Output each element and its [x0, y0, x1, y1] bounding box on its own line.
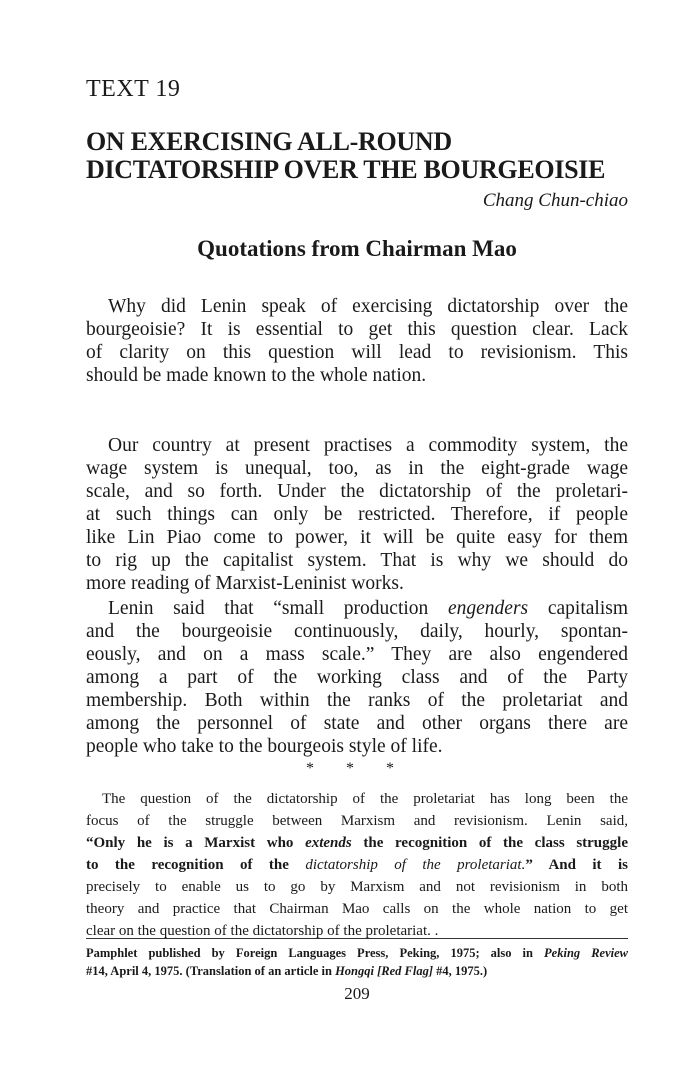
- source-text: #4, 1975.): [433, 964, 488, 978]
- quotation-paragraph-1: [86, 295, 628, 387]
- source-text: #14, April 4, 1975. (Translation of an article in: [86, 964, 336, 978]
- title-line-2: DICTATORSHIP OVER THE BOURGEOISIE: [86, 155, 606, 184]
- paragraph-line: of clarity on this question will lead to revisionism. This: [86, 342, 628, 363]
- paragraph-line: among a part of the working class and of the Party: [86, 667, 628, 688]
- quotation-paragraph-2: [86, 434, 628, 595]
- page-number: 209: [344, 984, 370, 1003]
- paragraph-line: eously, and on a mass scale.” They are also engendered: [86, 644, 628, 665]
- source-line: [86, 944, 628, 962]
- paragraph-line: among the personnel of state and other organs there are: [86, 713, 628, 734]
- document-page: [86, 0, 628, 1084]
- source-text: Pamphlet published by Foreign Languages Press, Peking, 1975; also in: [86, 946, 545, 960]
- paragraph-line: Lenin said that “small production engenders capitalism: [108, 598, 628, 619]
- paragraph-line: more reading of Marxist-Leninist works.: [86, 573, 404, 594]
- source-note: [86, 944, 628, 980]
- paragraph-line: to rig up the capitalist system. That is why we should do: [86, 550, 628, 571]
- quotation-paragraph-3: [86, 597, 628, 758]
- note-line-bold-part: ” And it is: [525, 857, 628, 873]
- note-line: The question of the dictatorship of the proletariat has long been the: [102, 791, 628, 807]
- paragraph-line: Why did Lenin speak of exercising dictatorship over the: [108, 296, 628, 317]
- note-line: precisely to enable us to go by Marxism and not revisionism in both: [86, 879, 628, 895]
- title-line-1: ON EXERCISING ALL-ROUND: [86, 127, 452, 156]
- paragraph-line: scale, and so forth. Under the dictatorship of the proletari-: [86, 481, 628, 502]
- article-title: [86, 128, 628, 184]
- emphasis-word: extends: [305, 835, 352, 851]
- note-line: clear on the question of the dictatorship of the proletariat. .: [86, 923, 439, 939]
- footnote-divider: [86, 938, 628, 939]
- note-line: [86, 854, 628, 876]
- paragraph-line: like Lin Piao come to power, it will be quite easy for them: [86, 527, 628, 548]
- paragraph-line: wage system is unequal, too, as in the eight-grade wage: [86, 458, 628, 479]
- section-subtitle: Quotations from Chairman Mao: [197, 236, 517, 261]
- section-separator: * * *: [306, 760, 408, 777]
- emphasis-word: engenders: [448, 598, 529, 619]
- paragraph-line: Our country at present practises a commodity system, the: [108, 435, 628, 456]
- editorial-note: [86, 788, 628, 942]
- note-line: theory and practice that Chairman Mao calls on the whole nation to get: [86, 901, 628, 917]
- note-line-bold-part: to the recognition of the: [86, 857, 306, 873]
- source-line: [86, 962, 628, 980]
- paragraph-line: membership. Both within the ranks of the proletariat and: [86, 690, 628, 711]
- paragraph-line: people who take to the bourgeois style of life.: [86, 736, 443, 757]
- paragraph-line: and the bourgeoisie continuously, daily, hourly, spontan-: [86, 621, 628, 642]
- paragraph-line: bourgeoisie? It is essential to get this question clear. Lack: [86, 319, 628, 340]
- author-name: Chang Chun-chiao: [482, 190, 628, 211]
- source-title: Peking Review: [544, 946, 628, 960]
- text-number-label: TEXT 19: [86, 76, 181, 102]
- note-line: “Only he is a Marxist who extends the recognition of the class struggle: [86, 835, 628, 851]
- note-line-italic-part: dictatorship of the proletariat.: [305, 857, 526, 873]
- note-line: focus of the struggle between Marxism and revisionism. Lenin said,: [86, 813, 628, 829]
- paragraph-line: should be made known to the whole nation.: [86, 365, 427, 386]
- source-title: Hongqi [Red Flag]: [335, 964, 433, 978]
- paragraph-line: at such things can only be restricted. Therefore, if people: [86, 504, 628, 525]
